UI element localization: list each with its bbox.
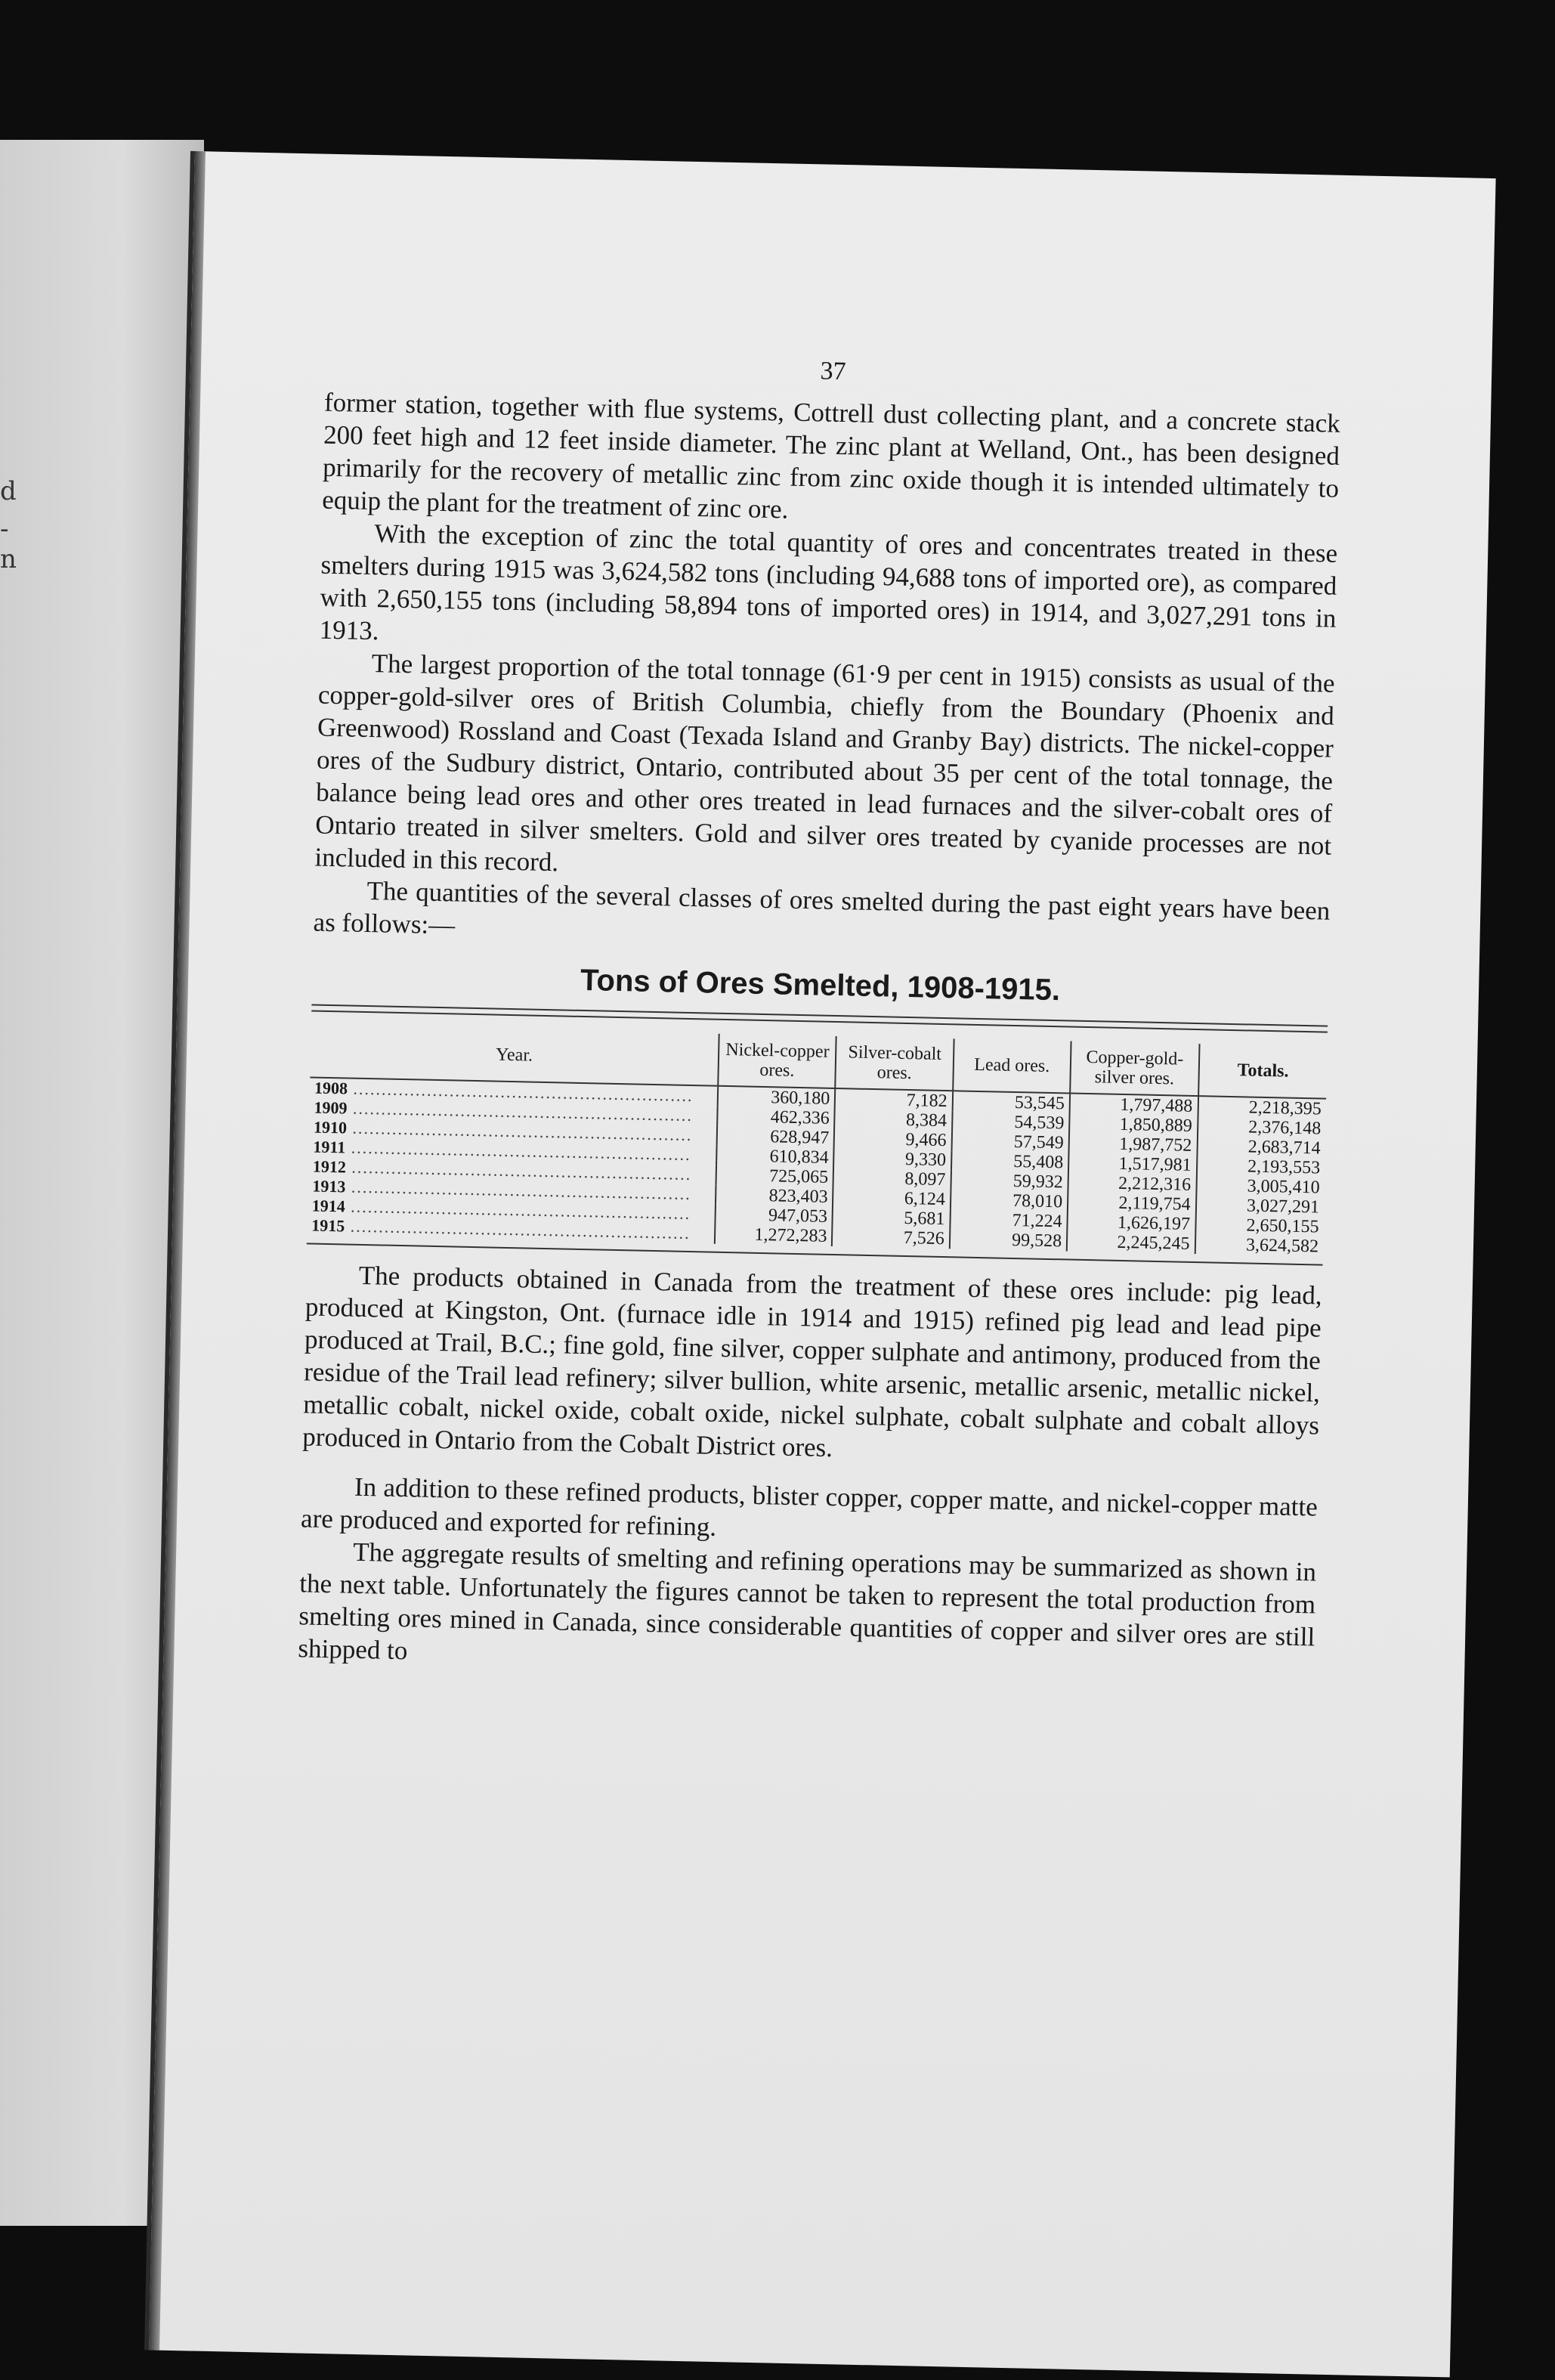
document-page bbox=[149, 151, 1496, 2377]
margin-mark: n bbox=[0, 544, 17, 574]
lead-cell: 78,010 bbox=[951, 1190, 1068, 1212]
leader-dots: ............................................................ bbox=[347, 1079, 694, 1106]
nickel-cell: 610,834 bbox=[716, 1146, 834, 1168]
leader-dots: ............................................................ bbox=[345, 1137, 691, 1165]
year-label: 1908 bbox=[314, 1078, 348, 1098]
year-label: 1914 bbox=[311, 1196, 346, 1216]
paragraph-quantities-intro: The quantities of the several classes of ores smelted during the past eight years have been as follows:— bbox=[313, 875, 1331, 940]
leader-dots: ............................................................ bbox=[345, 1196, 691, 1224]
copper-cell: 2,212,316 bbox=[1068, 1173, 1196, 1196]
header-totals: Totals. bbox=[1198, 1044, 1328, 1099]
lead-cell: 99,528 bbox=[950, 1229, 1068, 1251]
silver-cell: 9,330 bbox=[833, 1148, 951, 1170]
lead-cell: 57,549 bbox=[951, 1131, 1069, 1153]
copper-cell: 1,850,889 bbox=[1069, 1114, 1198, 1137]
totals-cell: 3,027,291 bbox=[1246, 1196, 1320, 1218]
totals-cell: 2,218,395 bbox=[1248, 1097, 1322, 1119]
silver-cell: 9,466 bbox=[834, 1128, 952, 1150]
nickel-cell: 1,272,283 bbox=[715, 1224, 833, 1246]
paragraph-largest-proportion: The largest proportion of the total tonnage (61·9 per cent in 1915) consists as usual of the copper-gold-silver ores of British Columbia, chiefly from the Boundary (Phoenix and Greenwood) Rossland and Coast (Texada Island and Granby Bay) districts. The nickel-copper ores of the Sudbury district, Ontario, contributed about 35 per cent of the total tonnage, the balance being lead ores and other ores treated in lead furnaces and the silver-cobalt ores of Ontario treated in silver smelters. Gold and silver ores treated by cyanide processes are not included in this record. bbox=[314, 648, 1335, 877]
header-nickel-copper: Nickel-copper ores. bbox=[718, 1034, 836, 1088]
silver-cell: 6,124 bbox=[833, 1187, 951, 1209]
nickel-cell: 725,065 bbox=[716, 1165, 834, 1187]
totals-cell: 2,683,714 bbox=[1247, 1137, 1321, 1159]
year-label: 1911 bbox=[313, 1137, 346, 1157]
copper-cell: 2,119,754 bbox=[1068, 1193, 1196, 1215]
copper-cell: 2,245,245 bbox=[1067, 1231, 1195, 1254]
lead-cell: 54,539 bbox=[952, 1111, 1070, 1133]
lead-cell: 53,545 bbox=[952, 1091, 1070, 1113]
lead-cell: 71,224 bbox=[950, 1209, 1068, 1231]
silver-cell: 5,681 bbox=[833, 1207, 951, 1229]
page-content bbox=[298, 347, 1341, 1686]
totals-cell: 2,193,553 bbox=[1247, 1156, 1321, 1178]
nickel-cell: 628,947 bbox=[717, 1126, 835, 1148]
silver-cell: 7,182 bbox=[835, 1088, 953, 1111]
paragraph-aggregate-results: The aggregate results of smelting and refining operations may be summarized as shown in the next table. Unfortunately the figures cannot be taken to represent the total production from smelting ores mined in Canada, since considerable quantities of copper and silver ores are still shipped to bbox=[298, 1537, 1317, 1666]
paragraph-products: The products obtained in Canada from the treatment of these ores include: pig lead, produced at Kingston, Ont. (furnace idle in 1914 and 1915) refined pig lead and lead pipe produced at Trail, B.C.; fine gold, fine silver, copper sulphate and antimony, produced from the residue of the Trail lead refinery; silver bullion, white arsenic, metallic arsenic, metallic nickel, metallic cobalt, nickel oxide, cobalt oxide, nickel sulphate, cobalt sulphate and cobalt alloys produced in Ontario from the Cobalt District ores. bbox=[302, 1260, 1323, 1463]
year-label: 1910 bbox=[313, 1117, 348, 1137]
table-body bbox=[307, 1077, 1326, 1256]
lead-cell: 59,932 bbox=[951, 1170, 1068, 1192]
copper-cell: 1,797,488 bbox=[1070, 1094, 1198, 1117]
header-lead: Lead ores. bbox=[953, 1038, 1071, 1093]
totals-cell: 3,005,410 bbox=[1247, 1176, 1320, 1198]
silver-cell: 8,097 bbox=[833, 1168, 951, 1190]
leader-dots: ............................................................ bbox=[345, 1157, 692, 1184]
ores-smelted-table bbox=[307, 1025, 1328, 1256]
year-label: 1915 bbox=[311, 1215, 345, 1236]
nickel-cell: 823,403 bbox=[716, 1185, 833, 1207]
header-year: Year. bbox=[310, 1025, 719, 1085]
page-number: 37 bbox=[820, 357, 846, 386]
leader-dots: ............................................................ bbox=[346, 1118, 693, 1145]
header-copper-gold-silver: Copper-gold-silver ores. bbox=[1070, 1041, 1199, 1097]
year-label: 1909 bbox=[314, 1097, 348, 1118]
year-label: 1912 bbox=[312, 1156, 347, 1177]
margin-mark: - bbox=[0, 514, 9, 544]
nickel-cell: 360,180 bbox=[718, 1086, 836, 1109]
copper-cell: 1,626,197 bbox=[1067, 1212, 1195, 1234]
copper-cell: 1,987,752 bbox=[1069, 1134, 1198, 1156]
silver-cell: 7,526 bbox=[832, 1227, 950, 1249]
year-label: 1913 bbox=[312, 1176, 346, 1196]
paragraph-refined-products: In addition to these refined products, blister copper, copper matte, and nickel-copper matte are produced and exported for refining. bbox=[300, 1472, 1319, 1542]
leader-dots: ............................................................ bbox=[345, 1177, 692, 1204]
totals-cell: 3,624,582 bbox=[1245, 1235, 1319, 1257]
silver-cell: 8,384 bbox=[834, 1109, 952, 1131]
nickel-cell: 947,053 bbox=[715, 1205, 833, 1227]
totals-cell: 2,376,148 bbox=[1247, 1117, 1322, 1139]
lead-cell: 55,408 bbox=[951, 1150, 1069, 1172]
paragraph-zinc-plant: former station, together with flue systems, Cottrell dust collecting plant, and a concrete stack 200 feet high and 12 feet inside diameter. The zinc plant at Welland, Ont., has been designed primarily for the recovery of metallic zinc from zinc oxide though it is intended ultimately to equip the plant for the treatment of zinc ore. bbox=[321, 387, 1341, 525]
table-title: Tons of Ores Smelted, 1908-1915. bbox=[580, 963, 1061, 1007]
nickel-cell: 462,336 bbox=[717, 1106, 835, 1128]
copper-cell: 1,517,981 bbox=[1068, 1153, 1197, 1176]
margin-mark: d bbox=[0, 476, 17, 506]
after-table-text bbox=[298, 1258, 1322, 1685]
header-silver-cobalt: Silver-cobalt ores. bbox=[836, 1036, 954, 1091]
paragraph-total-quantity: With the exception of zinc the total quantity of ores and concentrates treated in these smelters during 1915 was 3,624,582 tons (including 94,688 tons of imported ore), as compared with 2,650,155 tons (including 58,894 tons of imported ores) in 1914, and 3,027,291 tons in 1913. bbox=[319, 518, 1338, 646]
leader-dots: ............................................................ bbox=[347, 1098, 694, 1125]
totals-cell: 2,650,155 bbox=[1246, 1215, 1319, 1237]
leader-dots: ............................................................ bbox=[345, 1216, 691, 1243]
